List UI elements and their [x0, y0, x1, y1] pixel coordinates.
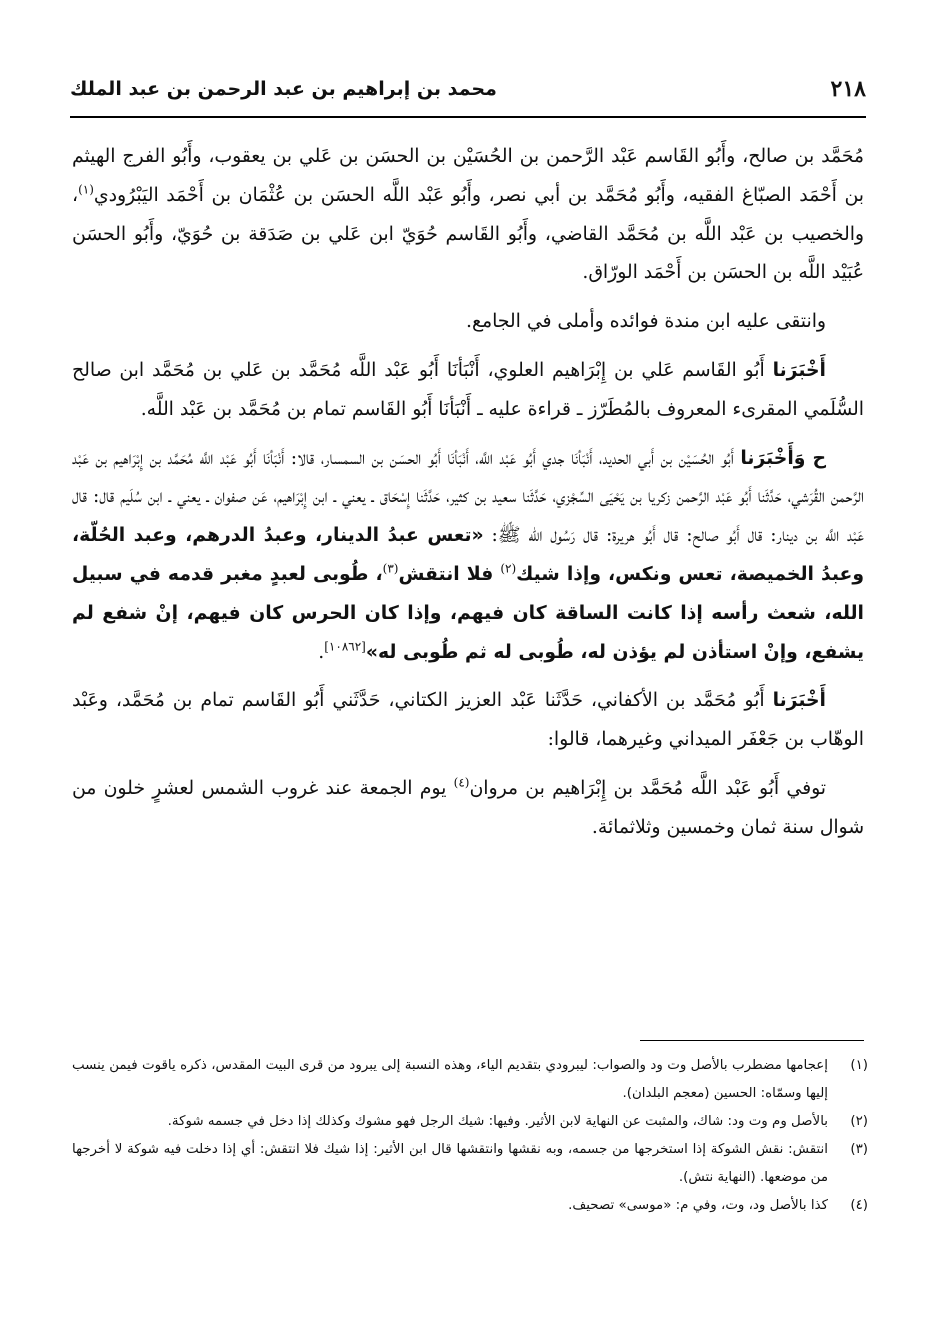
text-segment: أَبُو القَاسم عَلي بن إِبْرَاهيم العلوي، أَنْبَأنَا أَبُو عَبْد اللَّه مُحَمَّد بن عَلي بن مُحَمَّد ابن صالح السُّلَمي المقرىء المعروف بالمُطَرّز ـ قراءة عليه ـ أَنْبَأنَا أَبُو القَاسم تمام بن مُحَمَّد بن عَبْد اللَّه.: [72, 359, 864, 420]
footnote-number: (٤): [850, 1198, 868, 1213]
footnote-text: انتقش: نقش الشوكة إذا استخرجها من جسمه، وبه نقشها وانتقشها قال ابن الأثير: إذا شيك فلا انتقش: أي إذا دخلت فيه شوكة لا أخرجها من موضعها. (النهاية نتش).: [72, 1142, 828, 1185]
paragraph-p4: [72, 440, 864, 673]
akhbarana-lead: ح وَأَخْبَرَنا: [740, 447, 826, 469]
footnote-marker: (٤): [453, 775, 470, 790]
akhbarana-lead: أَخْبَرَنا: [772, 359, 826, 381]
text-segment: أَبُو الحُسَيْن بن أَبي الحديد، أَنْبَأنَا جدي أَبُو عَبْد اللَّه، أَنْبَأنَا أَبُو الحسَن بن السمسار، قالا: أَنْبَأنَا أَبُو عَبْد اللَّه مُحَمَّد بن إِبْرَاهيم بن عَبْد الرَّحمن القُرَشي، حَدَّثَنا أَبُو عَبْد الرَّحمن زكريا بن يَحْيَى السِّجْزي، حَدَّثَنا سعيد بن كثير، حَدَّثَنا إِسْحَاق ـ يعني ـ ابن إِبْرَاهيم، عَن صفوان ـ يعني ـ ابن سُلَيم قال: قال عَبْد اللَّه بن دينار: قال أَبُو صالح: قال أَبُو هريرة: قال رَسُول الله ﷺ:: [72, 447, 864, 547]
footnote-marker: (٣): [382, 561, 399, 576]
paragraph-p5: [72, 682, 864, 760]
page-header: [70, 72, 866, 106]
header-divider: [70, 116, 866, 118]
footnote-item: [72, 1136, 868, 1192]
footnote-divider: [640, 1040, 864, 1041]
text-segment: يوم الجمعة عند غروب الشمس لعشرٍ خلون من شوال سنة ثمان وخمسين وثلاثمائة.: [72, 777, 864, 838]
text-segment: مُحَمَّد بن صالح، وأَبُو القَاسم عَبْد الرَّحمن بن الحُسَيْن بن الحسَن بن عَلي بن يعقوب، وأَبُو الفرج الهيثم بن أَحْمَد الصبّاغ الفقيه، وأَبُو مُحَمَّد بن أبي نصر، وأَبُو عَبْد اللَّه الحسَن بن عُثْمَان بن أَحْمَد اليَبْرُودي: [72, 146, 864, 206]
footnote-marker: (٢): [500, 561, 517, 576]
footnote-number: (١): [850, 1058, 868, 1073]
main-text: [72, 138, 864, 858]
hadith-text: ، طُوبى لعبدٍ مغبر قدمه في سبيل الله، شعث رأسه إذا كانت الساقة كان فيهم، وإذا كان الحرس كان فيهم، إنْ شفع لم يشفع، وإنْ استأذن لم يؤذن له، طُوبى له ثم طُوبى له»: [72, 563, 864, 663]
footnote-item: [72, 1192, 868, 1220]
paragraph-p2: [72, 303, 864, 342]
footnote-text: بالأصل وم وت ود: شاك، والمثبت عن النهاية لابن الأثير. وفيها: شيك الرجل فهو مشوك وكذلك إذا دخل في جسمه شوكة.: [167, 1114, 828, 1129]
paragraph-p6: [72, 770, 864, 848]
footnote-number: (٢): [850, 1114, 868, 1129]
text-segment: أَبُو مُحَمَّد بن الأكفاني، حَدَّثَنا عَبْد العزيز الكتاني، حَدَّثَني أَبُو القَاسم تمام بن مُحَمَّد، وعَبْد الوهّاب بن جَعْفَر الميداني وغيرهما، قالوا:: [72, 690, 864, 751]
text-segment: ، والخصيب بن عَبْد اللَّه بن مُحَمَّد القاضي، وأَبُو القَاسم حُوَيّ ابن عَلي بن صَدَقة بن حُوَيّ، وأَبُو الحسَن عُبَيْد اللَّه بن الحسَن بن أَحْمَد الورّاق.: [72, 184, 864, 284]
akhbarana-lead: أَخْبَرَنا: [772, 690, 826, 712]
footnote-marker: (١): [78, 182, 94, 197]
text-segment: وانتقى عليه ابن مندة فوائده وأملى في الجامع.: [466, 311, 826, 333]
footnote-marker: [١٠٨٦٢]: [324, 639, 366, 654]
paragraph-p3: [72, 352, 864, 430]
text-segment: .: [318, 641, 325, 663]
running-title: محمد بن إبراهيم بن عبد الرحمن بن عبد الملك: [70, 78, 497, 100]
footnote-text: كذا بالأصل ود، وت، وفي م: «موسى» تصحيف.: [568, 1198, 828, 1213]
hadith-text: «تعس عبدُ الدينار، وعبدُ الدرهم، وعبد الحُلّة، وعبدُ الخميصة، تعس ونكس، وإذا شيك: [72, 525, 865, 585]
footnote-item: [72, 1108, 868, 1136]
footnotes: [72, 1052, 868, 1220]
hadith-text: فلا انتقش: [398, 563, 501, 585]
text-segment: توفي أَبُو عَبْد اللَّه مُحَمَّد بن إِبْرَاهيم بن مروان: [469, 777, 826, 799]
page-number: ٢١٨: [830, 76, 866, 102]
paragraph-p1: [72, 138, 864, 293]
footnote-item: [72, 1052, 868, 1108]
footnote-text: إعجامها مضطرب بالأصل وت ود والصواب: ليبرودي بتقديم الياء، وهذه النسبة إلى يبرود من قرى البيت المقدس، ذكره ياقوت فيمن ينسب إليها وسمّاه: الحسين (معجم البلدان).: [72, 1058, 828, 1101]
footnote-number: (٣): [850, 1142, 868, 1157]
